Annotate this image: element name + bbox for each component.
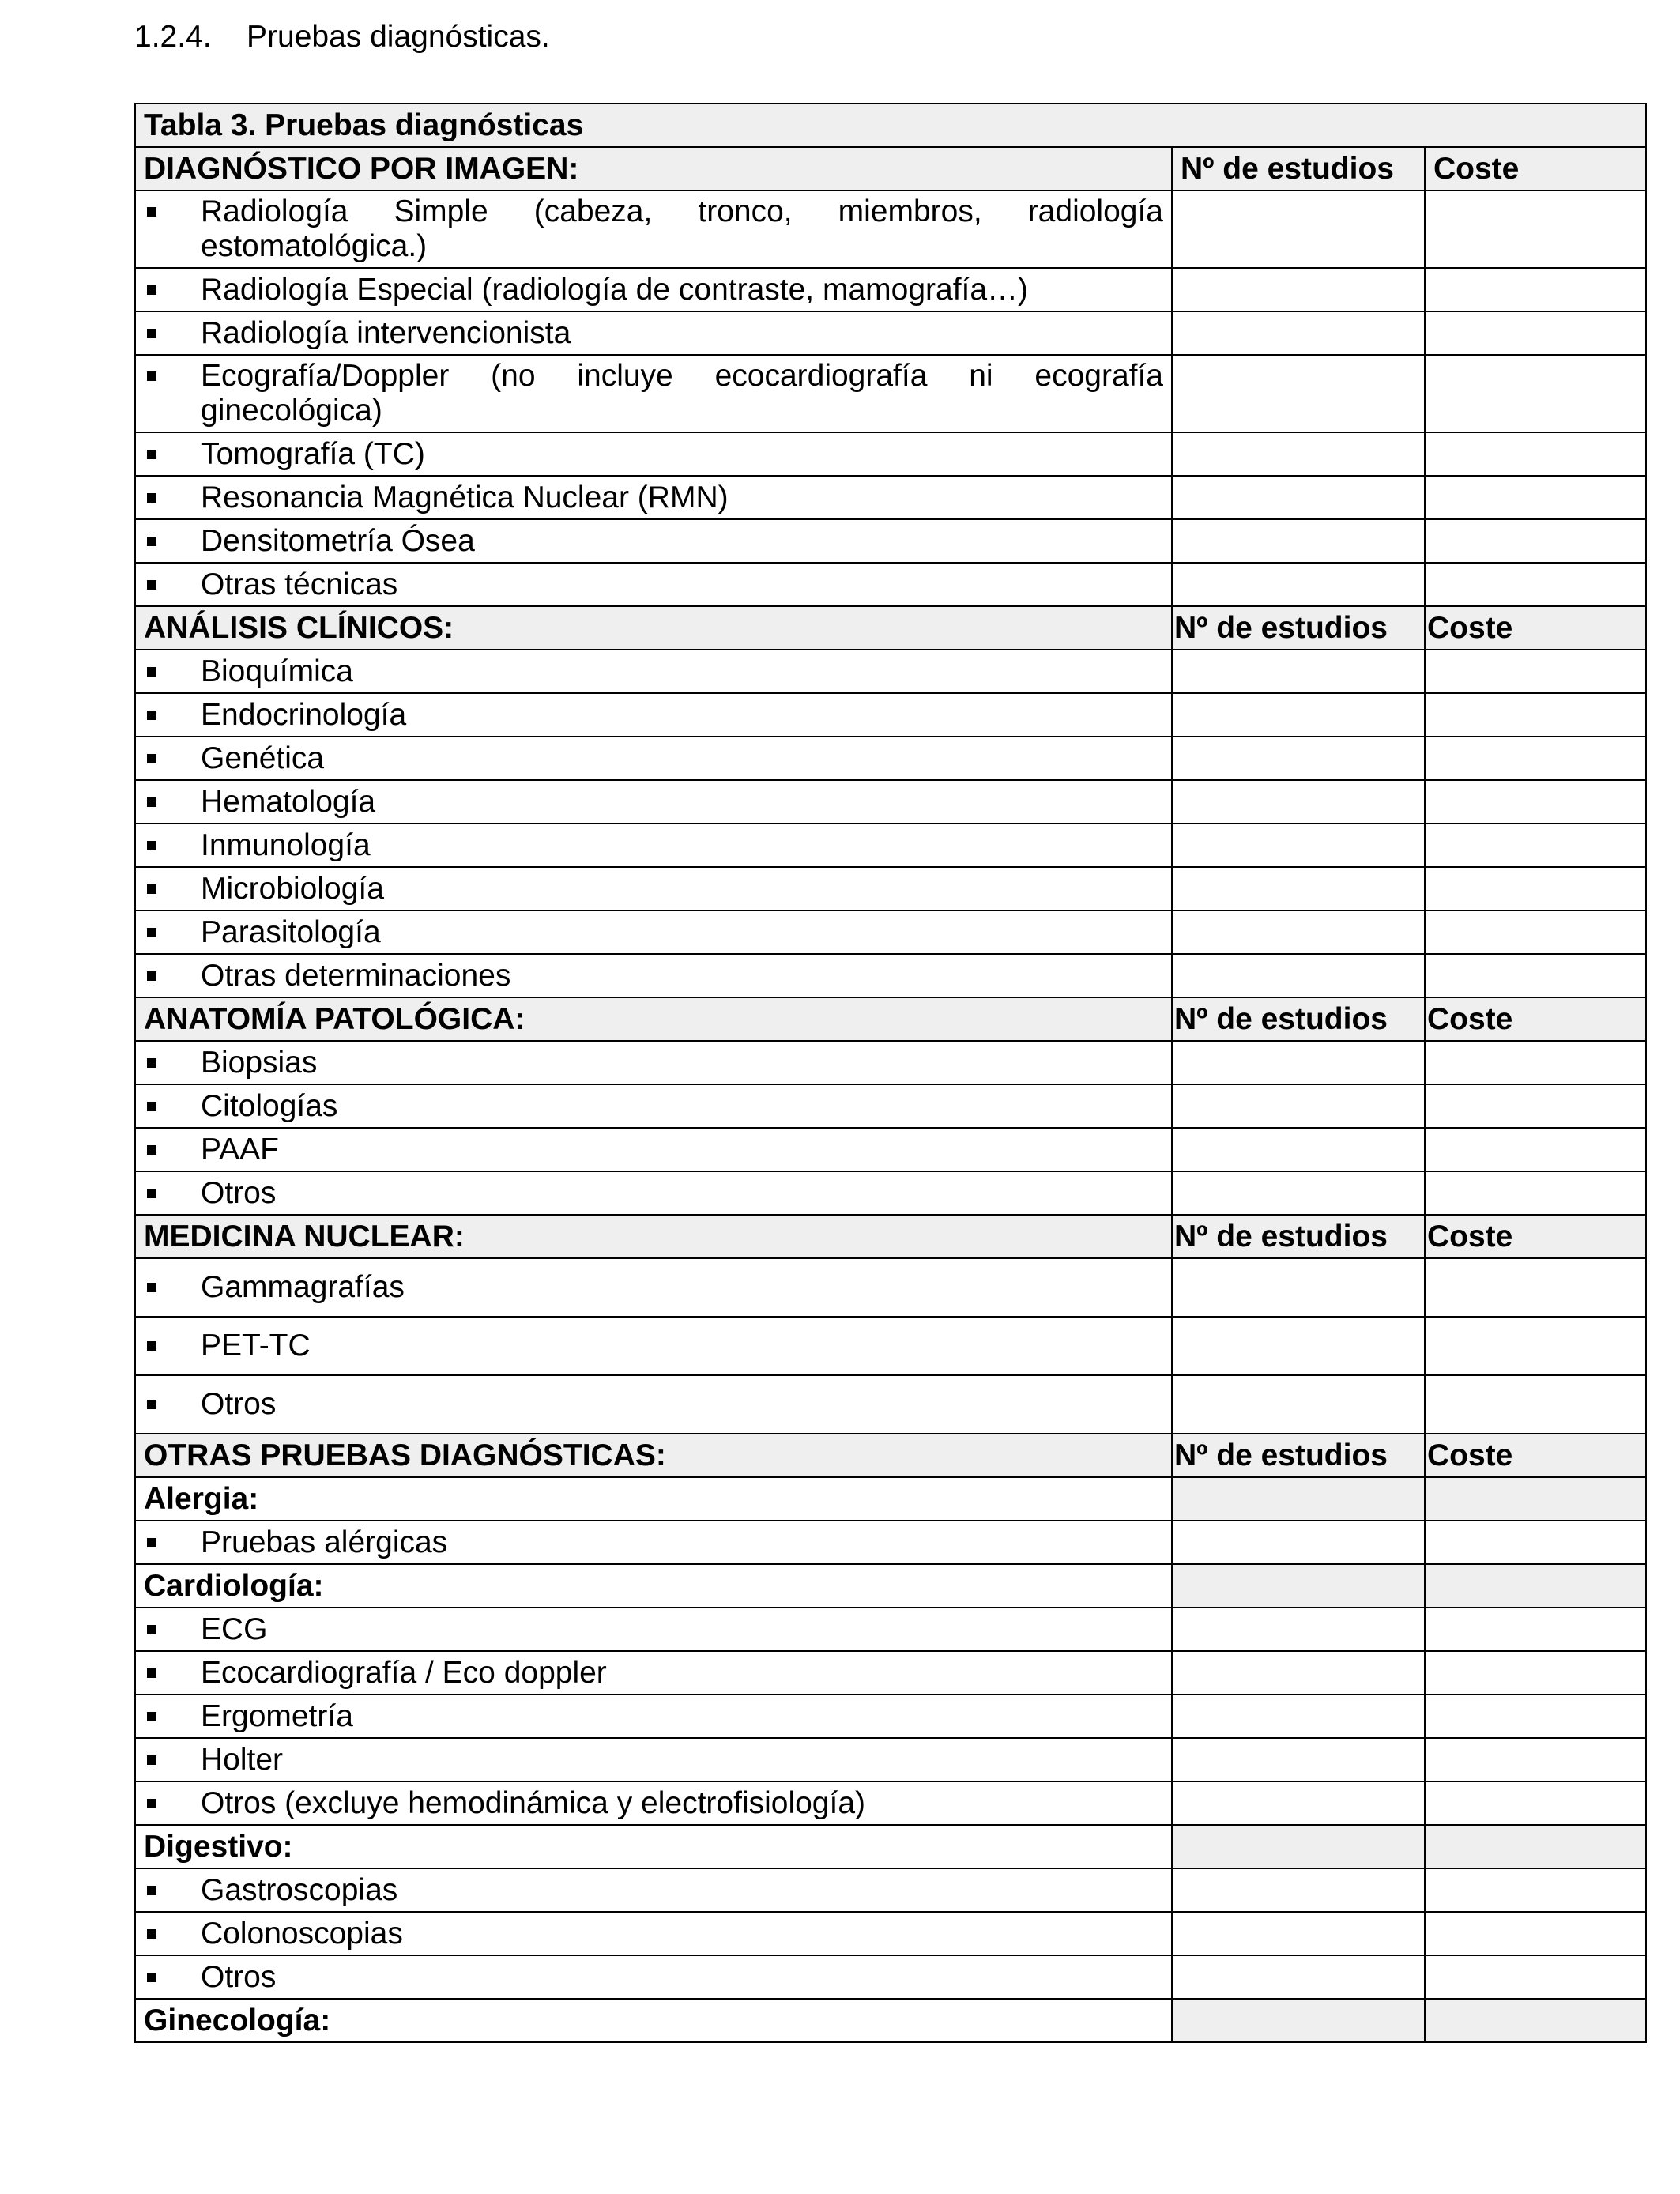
cost-cell[interactable] bbox=[1425, 1084, 1646, 1128]
item-label: Biopsias bbox=[201, 1045, 318, 1080]
table-row bbox=[135, 268, 1646, 311]
item-label: Citologías bbox=[201, 1088, 338, 1123]
studies-cell[interactable] bbox=[1172, 563, 1425, 606]
item-label: Tomografía (TC) bbox=[201, 436, 425, 471]
studies-cell[interactable] bbox=[1172, 1781, 1425, 1825]
bullet-icon bbox=[147, 580, 156, 590]
section-row-nuclear bbox=[135, 1215, 1646, 1258]
bullet-icon bbox=[147, 1538, 156, 1547]
table-title: Tabla 3. Pruebas diagnósticas bbox=[135, 104, 1646, 147]
item-label: Pruebas alérgicas bbox=[201, 1525, 448, 1559]
cost-cell[interactable] bbox=[1425, 519, 1646, 563]
studies-cell[interactable] bbox=[1172, 1084, 1425, 1128]
bullet-icon bbox=[147, 971, 156, 981]
bullet-icon bbox=[147, 841, 156, 850]
item-label: Densitometría Ósea bbox=[201, 523, 475, 558]
studies-cell[interactable] bbox=[1172, 432, 1425, 476]
cost-cell[interactable] bbox=[1425, 1317, 1646, 1375]
item-label: PET-TC bbox=[201, 1329, 311, 1363]
cost-cell[interactable] bbox=[1425, 311, 1646, 355]
bullet-icon bbox=[147, 1625, 156, 1634]
table-row bbox=[135, 1912, 1646, 1955]
cost-cell[interactable] bbox=[1425, 1128, 1646, 1171]
item-label: Microbiología bbox=[201, 871, 384, 906]
item-label: PAAF bbox=[201, 1132, 279, 1167]
table-row bbox=[135, 519, 1646, 563]
item-label: Radiología intervencionista bbox=[201, 315, 571, 350]
studies-cell[interactable] bbox=[1172, 1695, 1425, 1738]
cost-cell[interactable] bbox=[1425, 1608, 1646, 1651]
bullet-icon bbox=[147, 537, 156, 546]
item-label: Holter bbox=[201, 1742, 284, 1777]
column-header-studies: Nº de estudios bbox=[1172, 1434, 1425, 1477]
bullet-icon bbox=[147, 1145, 156, 1155]
section-number: 1.2.4. bbox=[134, 20, 212, 54]
table-row bbox=[135, 867, 1646, 910]
studies-cell[interactable] bbox=[1172, 1608, 1425, 1651]
studies-cell[interactable] bbox=[1172, 737, 1425, 780]
item-label: Inmunología bbox=[201, 827, 371, 862]
subsection-label-alergia: Alergia: bbox=[135, 1477, 1172, 1521]
item-label: Endocrinología bbox=[201, 697, 407, 732]
diagnostic-tests-table bbox=[134, 103, 1647, 2043]
cost-cell[interactable] bbox=[1425, 824, 1646, 867]
bullet-icon bbox=[147, 928, 156, 937]
item-label: Radiología Simple (cabeza, tronco, miembros, radiología estomatológica.) bbox=[201, 194, 1163, 263]
table-row bbox=[135, 1317, 1646, 1375]
cost-cell[interactable] bbox=[1425, 780, 1646, 824]
item-label: Gammagrafías bbox=[201, 1270, 405, 1304]
table-row bbox=[135, 1781, 1646, 1825]
studies-cell[interactable] bbox=[1172, 693, 1425, 737]
cost-cell[interactable] bbox=[1425, 1258, 1646, 1317]
column-header-cost: Coste bbox=[1425, 606, 1646, 650]
subsection-label-ginecologia: Ginecología: bbox=[135, 1999, 1172, 2042]
subsection-row-cardiologia bbox=[135, 1564, 1646, 1608]
item-label: Radiología Especial (radiología de contraste, mamografía…) bbox=[201, 272, 1029, 307]
studies-cell[interactable] bbox=[1172, 190, 1425, 268]
cost-cell[interactable] bbox=[1425, 268, 1646, 311]
studies-cell[interactable] bbox=[1172, 519, 1425, 563]
studies-cell[interactable] bbox=[1172, 780, 1425, 824]
cost-cell[interactable] bbox=[1425, 1781, 1646, 1825]
cost-cell[interactable] bbox=[1425, 190, 1646, 268]
cost-cell[interactable] bbox=[1425, 1695, 1646, 1738]
bullet-icon bbox=[147, 1755, 156, 1765]
table-row bbox=[135, 1651, 1646, 1695]
studies-cell[interactable] bbox=[1172, 650, 1425, 693]
table-row bbox=[135, 311, 1646, 355]
item-label: Genética bbox=[201, 741, 325, 775]
studies-cell[interactable] bbox=[1172, 476, 1425, 519]
cost-cell[interactable] bbox=[1425, 910, 1646, 954]
studies-cell[interactable] bbox=[1172, 824, 1425, 867]
table-row bbox=[135, 355, 1646, 432]
bullet-icon bbox=[147, 711, 156, 720]
bullet-icon bbox=[147, 1973, 156, 1982]
item-label: Parasitología bbox=[201, 914, 381, 949]
item-label: Bioquímica bbox=[201, 654, 353, 688]
column-header-cost: Coste bbox=[1425, 1215, 1646, 1258]
studies-cell[interactable] bbox=[1172, 355, 1425, 432]
table-row bbox=[135, 563, 1646, 606]
column-header-cost: Coste bbox=[1425, 997, 1646, 1041]
studies-cell[interactable] bbox=[1172, 1375, 1425, 1434]
column-header-cost: Coste bbox=[1425, 147, 1646, 190]
bullet-icon bbox=[147, 1189, 156, 1198]
studies-cell[interactable] bbox=[1172, 1912, 1425, 1955]
bullet-icon bbox=[147, 884, 156, 894]
column-header-cost: Coste bbox=[1425, 1434, 1646, 1477]
table-row bbox=[135, 737, 1646, 780]
bullet-icon bbox=[147, 371, 156, 381]
studies-cell[interactable] bbox=[1172, 1128, 1425, 1171]
table-row bbox=[135, 824, 1646, 867]
item-label: Otros bbox=[201, 1387, 277, 1421]
table-row bbox=[135, 1868, 1646, 1912]
cost-cell[interactable] bbox=[1425, 1651, 1646, 1695]
subsection-row-digestivo bbox=[135, 1825, 1646, 1868]
section-header-otras: OTRAS PRUEBAS DIAGNÓSTICAS: bbox=[135, 1434, 1172, 1477]
column-header-studies: Nº de estudios bbox=[1172, 606, 1425, 650]
studies-cell[interactable] bbox=[1172, 1521, 1425, 1564]
table-row bbox=[135, 693, 1646, 737]
column-header-studies: Nº de estudios bbox=[1172, 1215, 1425, 1258]
cost-cell[interactable] bbox=[1425, 737, 1646, 780]
item-label: Otras técnicas bbox=[201, 567, 398, 601]
item-label: ECG bbox=[201, 1612, 268, 1646]
bullet-icon bbox=[147, 285, 156, 295]
cost-cell[interactable] bbox=[1425, 693, 1646, 737]
cost-cell[interactable] bbox=[1425, 1738, 1646, 1781]
bullet-icon bbox=[147, 754, 156, 763]
bullet-icon bbox=[147, 493, 156, 503]
section-header-nuclear: MEDICINA NUCLEAR: bbox=[135, 1215, 1172, 1258]
section-row-otras bbox=[135, 1434, 1646, 1477]
item-label: Otras determinaciones bbox=[201, 958, 511, 993]
table-row bbox=[135, 1041, 1646, 1084]
bullet-icon bbox=[147, 1929, 156, 1939]
bullet-icon bbox=[147, 207, 156, 217]
cost-cell[interactable] bbox=[1425, 432, 1646, 476]
item-label: Hematología bbox=[201, 784, 376, 819]
bullet-icon bbox=[147, 1283, 156, 1292]
bullet-icon bbox=[147, 667, 156, 677]
bullet-icon bbox=[147, 1668, 156, 1678]
table-row bbox=[135, 650, 1646, 693]
cost-cell[interactable] bbox=[1425, 355, 1646, 432]
table-row bbox=[135, 1084, 1646, 1128]
table-row bbox=[135, 1171, 1646, 1215]
item-label: Resonancia Magnética Nuclear (RMN) bbox=[201, 480, 729, 515]
studies-cell[interactable] bbox=[1172, 1171, 1425, 1215]
table-row bbox=[135, 1128, 1646, 1171]
item-label: Gastroscopias bbox=[201, 1872, 398, 1907]
bullet-icon bbox=[147, 1400, 156, 1409]
studies-cell[interactable] bbox=[1172, 910, 1425, 954]
subsection-label-cardiologia: Cardiología: bbox=[135, 1564, 1172, 1608]
section-header-imagen: DIAGNÓSTICO POR IMAGEN: bbox=[135, 147, 1172, 190]
section-title: Pruebas diagnósticas. bbox=[247, 20, 550, 54]
cost-cell[interactable] bbox=[1425, 1868, 1646, 1912]
table-row bbox=[135, 432, 1646, 476]
bullet-icon bbox=[147, 1712, 156, 1721]
bullet-icon bbox=[147, 1799, 156, 1808]
cost-cell[interactable] bbox=[1425, 1912, 1646, 1955]
section-header-anatomia: ANATOMÍA PATOLÓGICA: bbox=[135, 997, 1172, 1041]
bullet-icon bbox=[147, 1102, 156, 1111]
bullet-icon bbox=[147, 1058, 156, 1068]
section-heading bbox=[134, 16, 550, 58]
studies-cell[interactable] bbox=[1172, 1738, 1425, 1781]
item-label: Ecografía/Doppler (no incluye ecocardiografía ni ecografía ginecológica) bbox=[201, 359, 1163, 428]
column-header-studies: Nº de estudios bbox=[1172, 997, 1425, 1041]
item-label: Colonoscopias bbox=[201, 1916, 403, 1951]
section-row-imagen bbox=[135, 147, 1646, 190]
bullet-icon bbox=[147, 797, 156, 807]
cost-cell[interactable] bbox=[1425, 1171, 1646, 1215]
section-header-analisis: ANÁLISIS CLÍNICOS: bbox=[135, 606, 1172, 650]
studies-cell[interactable] bbox=[1172, 1651, 1425, 1695]
studies-cell[interactable] bbox=[1172, 1317, 1425, 1375]
cost-cell[interactable] bbox=[1425, 1521, 1646, 1564]
item-label: Ergometría bbox=[201, 1698, 353, 1733]
bullet-icon bbox=[147, 450, 156, 459]
studies-cell[interactable] bbox=[1172, 311, 1425, 355]
section-row-anatomia bbox=[135, 997, 1646, 1041]
section-row-analisis bbox=[135, 606, 1646, 650]
studies-cell[interactable] bbox=[1172, 954, 1425, 997]
table-row bbox=[135, 1738, 1646, 1781]
item-label: Otros (excluye hemodinámica y electrofisiología) bbox=[201, 1785, 866, 1820]
table-row bbox=[135, 1955, 1646, 1999]
item-label: Ecocardiografía / Eco doppler bbox=[201, 1655, 607, 1690]
cost-cell[interactable] bbox=[1425, 563, 1646, 606]
cost-cell[interactable] bbox=[1425, 954, 1646, 997]
table-row bbox=[135, 780, 1646, 824]
subsection-label-digestivo: Digestivo: bbox=[135, 1825, 1172, 1868]
table-row bbox=[135, 1258, 1646, 1317]
table-row bbox=[135, 910, 1646, 954]
item-label: Otros bbox=[201, 1175, 277, 1210]
bullet-icon bbox=[147, 1886, 156, 1895]
column-header-studies: Nº de estudios bbox=[1172, 147, 1425, 190]
studies-cell[interactable] bbox=[1172, 1868, 1425, 1912]
table-title-row bbox=[135, 104, 1646, 147]
studies-cell[interactable] bbox=[1172, 867, 1425, 910]
bullet-icon bbox=[147, 329, 156, 338]
cost-cell[interactable] bbox=[1425, 1041, 1646, 1084]
cost-cell[interactable] bbox=[1425, 1955, 1646, 1999]
table-row bbox=[135, 1521, 1646, 1564]
subsection-row-alergia bbox=[135, 1477, 1646, 1521]
studies-cell[interactable] bbox=[1172, 1041, 1425, 1084]
cost-cell[interactable] bbox=[1425, 476, 1646, 519]
studies-cell[interactable] bbox=[1172, 1955, 1425, 1999]
table-row bbox=[135, 954, 1646, 997]
table-row bbox=[135, 1695, 1646, 1738]
studies-cell[interactable] bbox=[1172, 268, 1425, 311]
item-label: Otros bbox=[201, 1959, 277, 1994]
bullet-icon bbox=[147, 1341, 156, 1351]
table-row bbox=[135, 476, 1646, 519]
cost-cell[interactable] bbox=[1425, 1375, 1646, 1434]
cost-cell[interactable] bbox=[1425, 867, 1646, 910]
subsection-row-ginecologia bbox=[135, 1999, 1646, 2042]
table-row bbox=[135, 190, 1646, 268]
table-row bbox=[135, 1375, 1646, 1434]
table-row bbox=[135, 1608, 1646, 1651]
cost-cell[interactable] bbox=[1425, 650, 1646, 693]
studies-cell[interactable] bbox=[1172, 1258, 1425, 1317]
